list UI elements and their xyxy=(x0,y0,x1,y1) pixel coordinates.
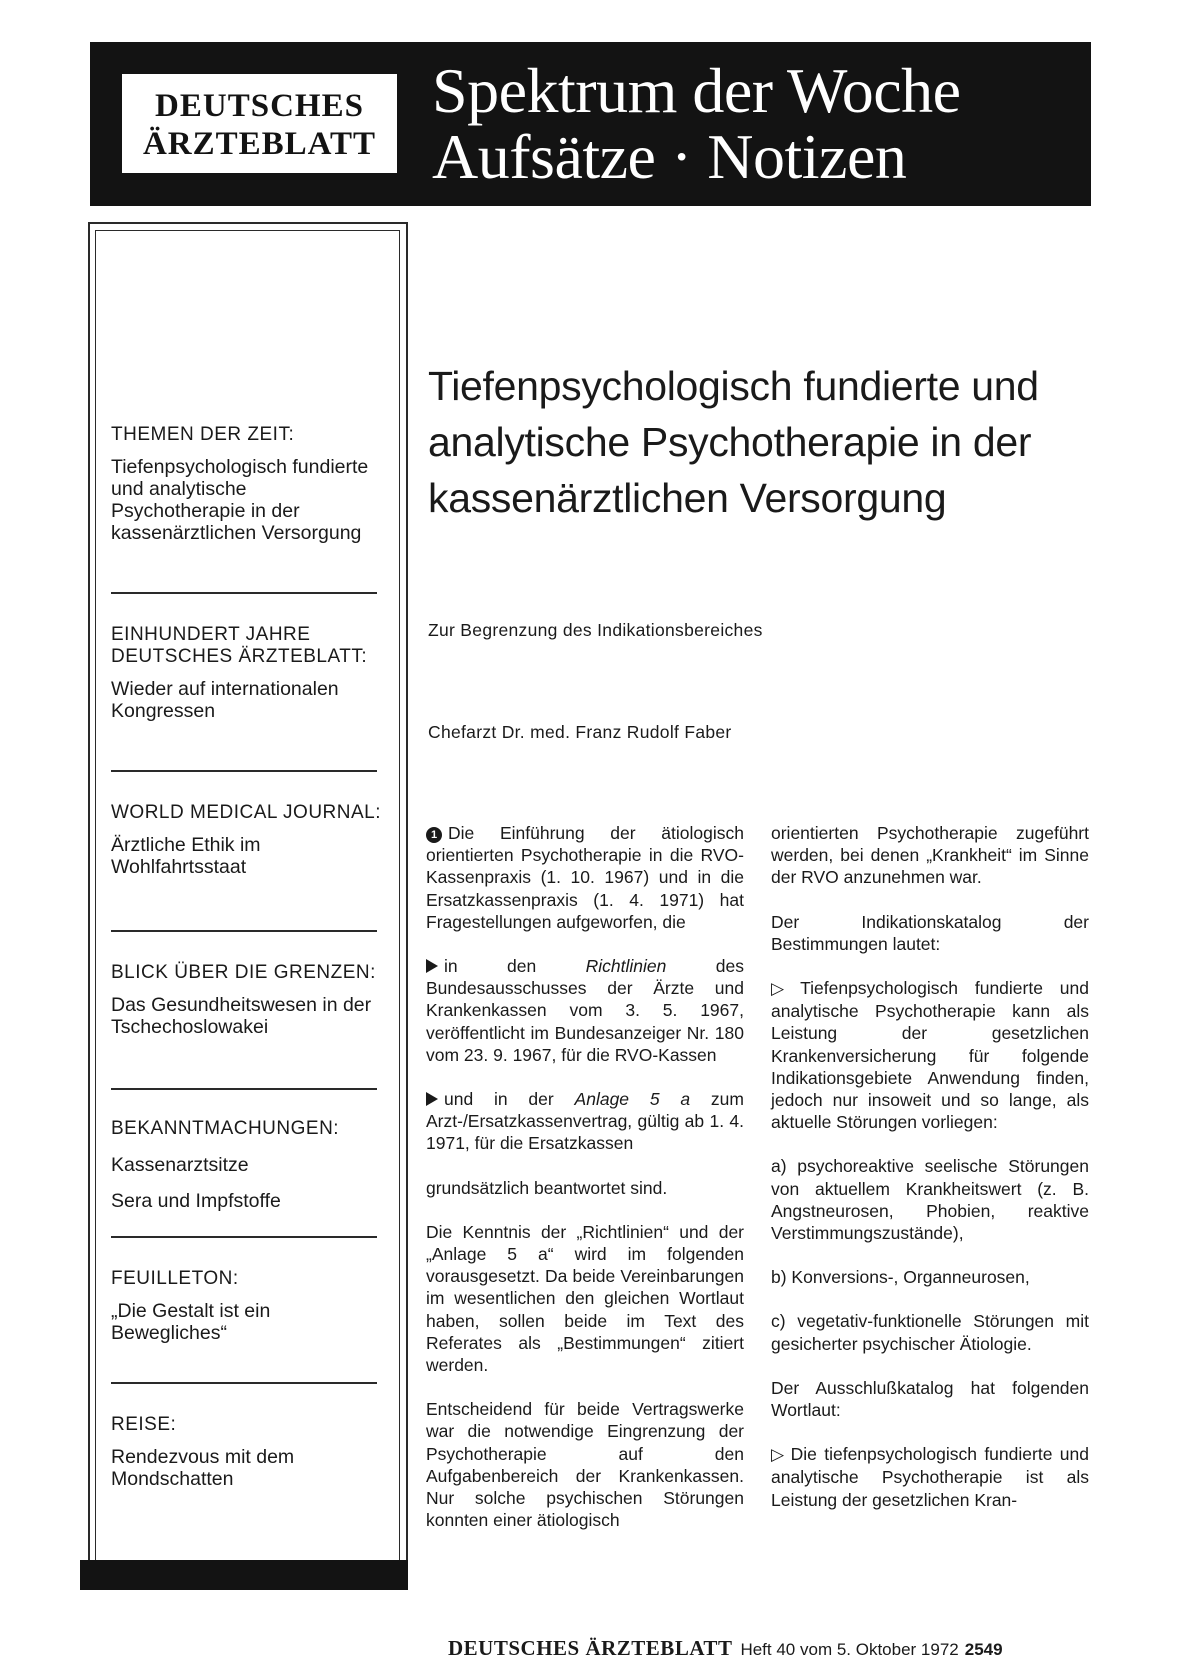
logo-line-2: ÄRZTEBLATT xyxy=(142,126,377,162)
sidebar-entry: „Die Gestalt ist ein Bewegliches“ xyxy=(111,1300,271,1344)
footer-brand: DEUTSCHES ÄRZTEBLATT xyxy=(448,1636,733,1660)
paragraph: Der Indikationskatalog der Bestimmungen lautet: xyxy=(771,911,1089,954)
sidebar-entry: Sera und Impfstoffe xyxy=(111,1190,281,1212)
sidebar-entry: Das Gesundheitswesen in der Tschechoslowakei xyxy=(111,994,372,1038)
sidebar-heading: EINHUNDERT JAHRE DEUTSCHES ÄRZTEBLATT: xyxy=(111,624,368,667)
sidebar-heading: REISE: xyxy=(111,1414,177,1435)
section-title-line-1: Spektrum der Woche xyxy=(432,55,961,126)
article-column-2 xyxy=(771,822,1089,1533)
sidebar-divider xyxy=(111,1236,377,1238)
emphasis-text: Richtlinien xyxy=(585,956,667,977)
sidebar-section-einhundert-jahre xyxy=(111,624,386,722)
paragraph: grundsätzlich beantwortet sind. xyxy=(426,1177,668,1198)
bullet-paragraph: ▷ Tiefenpsychologisch fundierte und analytische Psychotherapie kann als Leistung der gesetzlichen Krankenversicherung für folgende Indikationsgebiete Anwendung finden, jedoch nur insoweit und so lange, als aktuelle Störungen vorliegen: xyxy=(771,978,1090,1133)
paragraph xyxy=(426,822,744,933)
article-title: Tiefenpsychologisch fundierte und analytische Psychotherapie in der kassenärztlichen Versorgung xyxy=(428,363,1039,521)
journal-logo xyxy=(120,72,399,175)
triangle-bullet-icon xyxy=(426,1092,438,1106)
sidebar-divider xyxy=(111,770,377,772)
outline-triangle-icon: ▷ xyxy=(771,1445,787,1465)
sidebar-section-feuilleton xyxy=(111,1268,386,1344)
paragraph: orientierten Psychotherapie zugeführt werden, bei denen „Krankheit“ im Sinne der RVO anzunehmen war. xyxy=(771,823,1089,888)
sidebar-section-themen xyxy=(111,424,386,544)
paragraph: Die Kenntnis der „Richtlinien“ und der „Anlage 5 a“ wird im folgenden vorausgesetzt. Da beide Vereinbarungen im wesentlichen den gleichen Wortlaut haben, sollen beide im Text des Referates als „Bestimmungen“ zitiert werden. xyxy=(426,1221,744,1376)
article-subtitle: Zur Begrenzung des Indikationsbereiches xyxy=(428,620,763,640)
sidebar-section-world-medical-journal xyxy=(111,802,386,878)
page-number: 2549 xyxy=(964,1640,1003,1659)
sidebar-bottom-bar xyxy=(80,1560,408,1590)
sidebar-divider xyxy=(111,1382,377,1384)
sidebar-section-blick-ueber-die-grenzen xyxy=(111,962,386,1038)
sidebar-entry: Rendezvous mit dem Mondschatten xyxy=(111,1446,295,1490)
paragraph: a) psychoreaktive seelische Störungen von aktuellem Krankheitswert (z. B. Angstneurosen, Phobien, reaktive Verstimmungszustände), xyxy=(771,1156,1089,1244)
sidebar-divider xyxy=(111,1088,377,1090)
sidebar-entry: Ärztliche Ethik im Wohlfahrtsstaat xyxy=(111,834,261,878)
article-column-1 xyxy=(426,822,744,1553)
bullet-paragraph: in den Richtlinien des Bundesausschusses der Ärzte und Krankenkassen vom 3. 5. 1967, veröffentlicht im Bundesanzeiger Nr. 180 vom 23. 9. 1967, für die RVO-Kassen xyxy=(426,956,744,1065)
sidebar-divider xyxy=(111,592,377,594)
sidebar-entry: Wieder auf internationalen Kongressen xyxy=(111,678,339,722)
sidebar-heading: THEMEN DER ZEIT: xyxy=(111,424,295,445)
paragraph: Der Ausschlußkatalog hat folgenden Wortlaut: xyxy=(771,1377,1089,1421)
sidebar-section-bekanntmachungen xyxy=(111,1118,386,1212)
sidebar-heading: BEKANNTMACHUNGEN: xyxy=(111,1118,340,1139)
sidebar-divider xyxy=(111,930,377,932)
triangle-bullet-icon xyxy=(426,959,438,973)
article-author: Chefarzt Dr. med. Franz Rudolf Faber xyxy=(428,722,732,742)
emphasis-text: Anlage 5 a xyxy=(574,1089,691,1110)
paragraph: Entscheidend für beide Vertragswerke war die notwendige Eingrenzung der Psychotherapie auf den Aufgabenbereich der Krankenkassen. Nur solche psychischen Störungen konnten einer ätiologisch xyxy=(426,1399,744,1531)
sidebar-heading: FEUILLETON: xyxy=(111,1268,239,1289)
sidebar-entry: Kassenarztsitze xyxy=(111,1154,249,1176)
sidebar-entry: Tiefenpsychologisch fundierte und analytische Psychotherapie in der kassenärztlichen Versorgung xyxy=(111,456,369,544)
bullet-paragraph: und in der Anlage 5 a zum Arzt-/Ersatzkassenvertrag, gültig ab 1. 4. 1971, für die Ersatzkassen xyxy=(426,1089,744,1154)
bullet-paragraph: ▷ Die tiefenpsychologisch fundierte und analytische Psychotherapie ist als Leistung der gesetzlichen Kran- xyxy=(771,1444,1089,1510)
section-number-badge: 1 xyxy=(426,827,442,843)
paragraph: b) Konversions-, Organneurosen, xyxy=(771,1267,1030,1288)
sidebar-heading: BLICK ÜBER DIE GRENZEN: xyxy=(111,962,376,983)
section-title-line-2: Aufsätze · Notizen xyxy=(432,121,907,192)
footer-issue: Heft 40 vom 5. Oktober 1972 xyxy=(740,1640,959,1659)
sidebar-section-reise xyxy=(111,1414,386,1490)
logo-line-1: DEUTSCHES xyxy=(155,88,364,124)
paragraph: c) vegetativ-funktionelle Störungen mit gesicherter psychischer Ätiologie. xyxy=(771,1311,1089,1354)
outline-triangle-icon: ▷ xyxy=(771,979,797,999)
paragraph-text: Die Einführung der ätiologisch orientierten Psychotherapie in die RVO-Kassenpraxis (1. 10. 1967) und in die Ersatzkassenpraxis (1. 4. 1971) hat Fragestellungen aufgeworfen, die xyxy=(426,823,744,932)
page-footer xyxy=(448,1636,1003,1661)
sidebar-heading: WORLD MEDICAL JOURNAL: xyxy=(111,802,381,823)
